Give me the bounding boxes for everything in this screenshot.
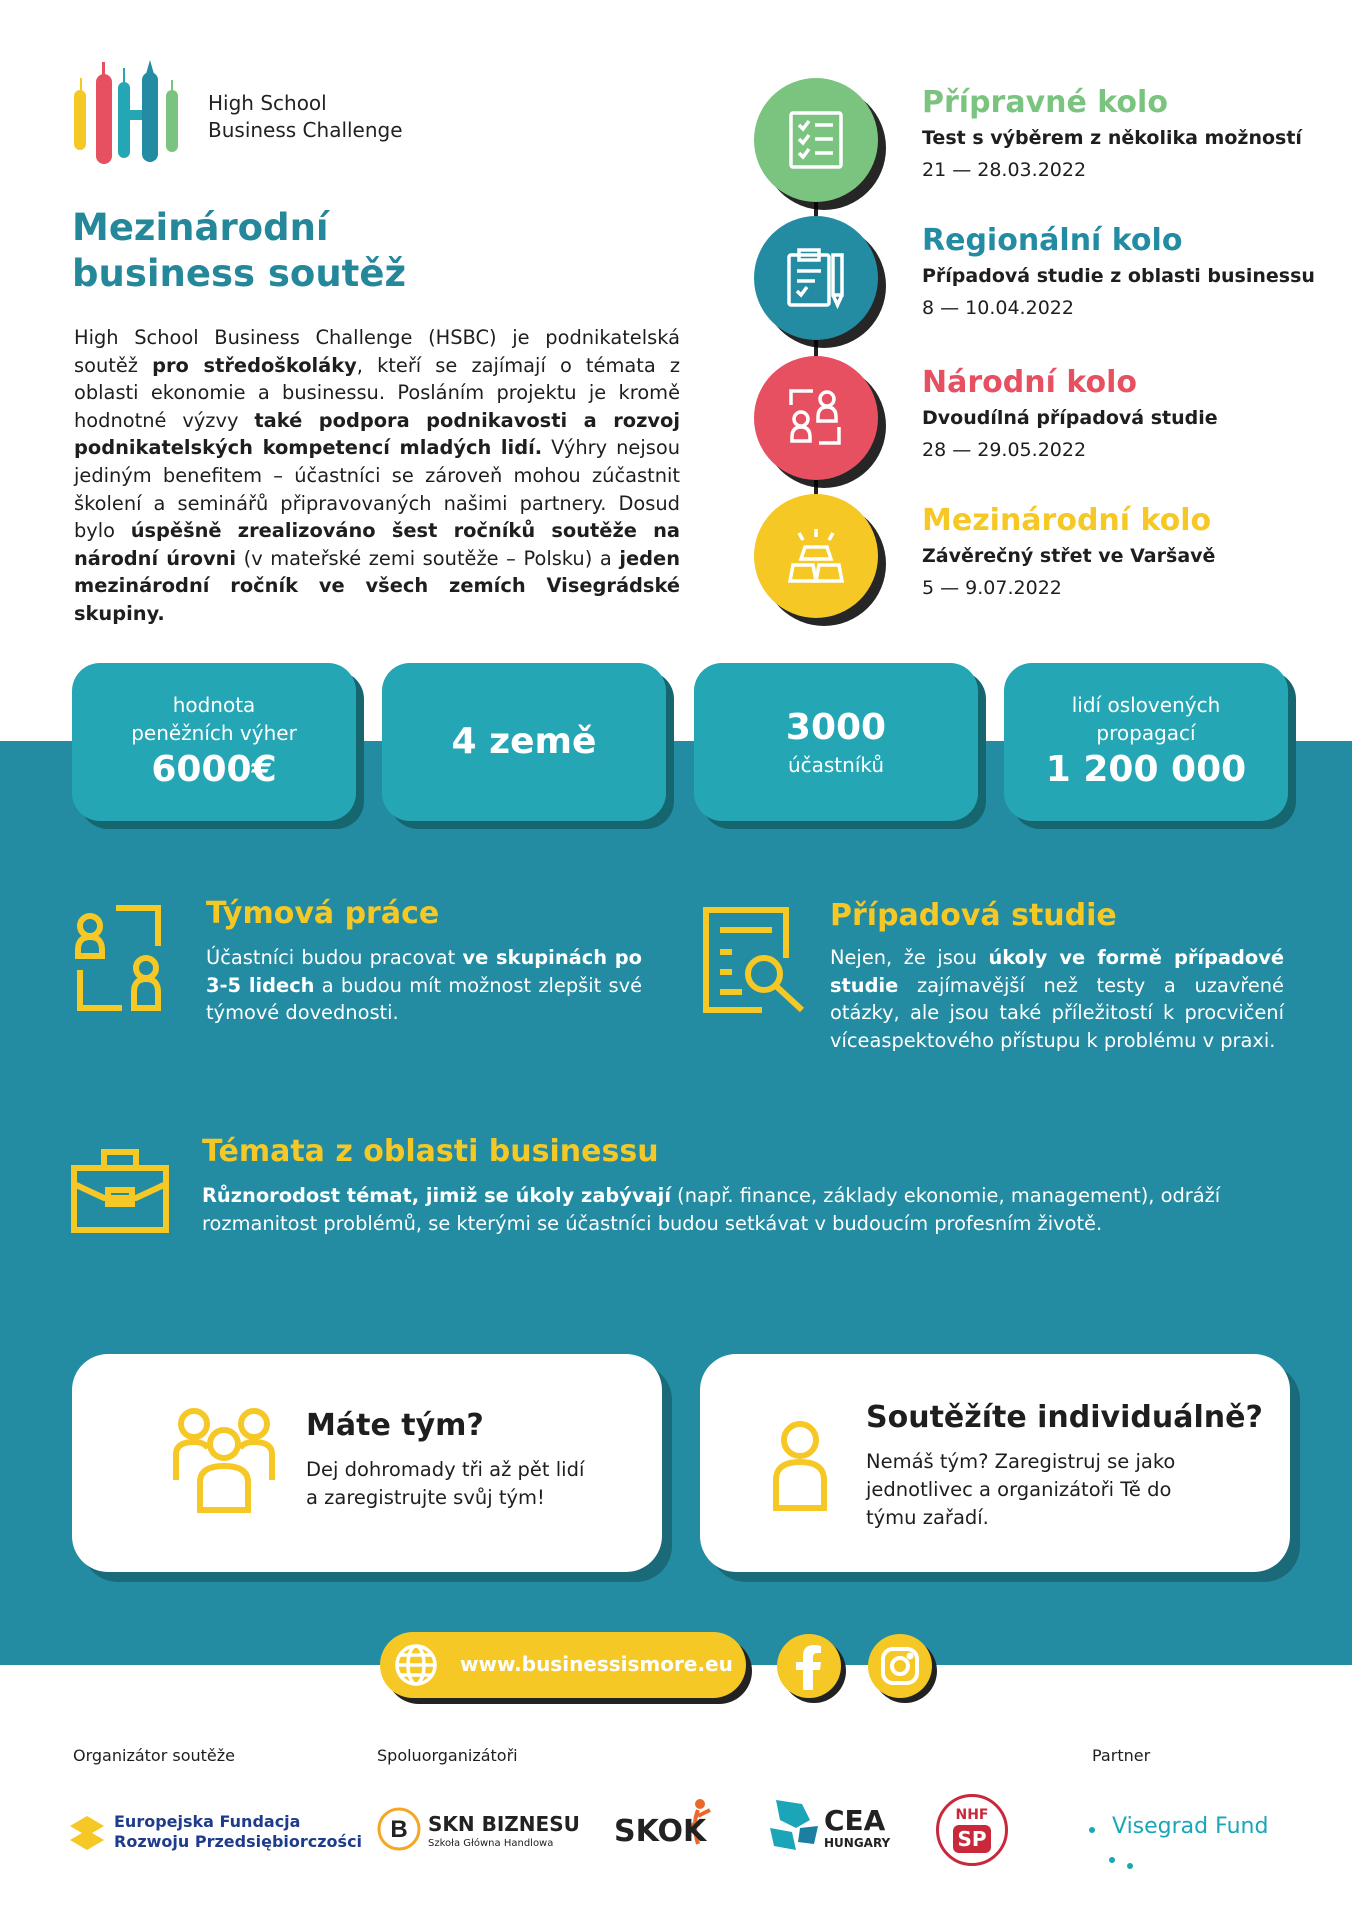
website-link[interactable] — [380, 1632, 746, 1698]
gold-bars-icon — [785, 527, 847, 585]
cea-logo-icon — [766, 1798, 822, 1854]
intro-bold-4: jeden mezinárodní ročník ve všech zemích Visegrádské skupiny. — [74, 546, 680, 625]
round-date-4: 5 — 9.07.2022 — [922, 577, 1062, 599]
stat-card-countries — [382, 663, 666, 821]
skn-biznesu-logo — [376, 1806, 580, 1856]
title-line-2: business soutěž — [72, 252, 406, 295]
cea-line-2: HUNGARY — [824, 1836, 891, 1850]
facebook-link[interactable] — [777, 1634, 841, 1698]
person-icon — [772, 1420, 828, 1512]
title-line-1: Mezinárodní — [72, 206, 329, 249]
stat-card-reach — [1004, 663, 1288, 821]
card-individual-text-3: týmu zařadí. — [866, 1506, 989, 1529]
intro-text-3: Výhry nejsou jediným benefitem – účastníci se zároveň mohou zúčastnit školení a seminářů připravovaných našimi partnery. Dosud bylo — [74, 436, 680, 543]
efrp-logo — [70, 1812, 363, 1862]
visegrad-text: Visegrad Fund — [1112, 1814, 1269, 1839]
stat-value: 4 země — [451, 721, 597, 762]
feature-team-bold: ve skupinách po 3-5 lidech — [206, 946, 643, 997]
case-study-icon — [702, 906, 810, 1014]
round-date-2: 8 — 10.04.2022 — [922, 297, 1074, 319]
cea-line-1: CEA — [824, 1804, 886, 1837]
nhf-sp-logo — [936, 1794, 1008, 1866]
efrp-logo-text — [114, 1812, 362, 1852]
feature-team-text-1: Účastníci budou pracovat — [206, 946, 463, 969]
round-subtitle-1: Test s výběrem z několika možností — [922, 127, 1302, 149]
timeline-circle-2 — [754, 216, 878, 340]
round-date-3: 28 — 29.05.2022 — [922, 439, 1087, 461]
group-icon — [172, 1406, 276, 1514]
card-individual-text-2: jednotlivec a organizátoři Tě do — [866, 1478, 1172, 1501]
nhf-text: NHF — [955, 1807, 989, 1823]
feature-topics-title: Témata z oblasti businessu — [202, 1134, 659, 1169]
intro-paragraph — [74, 324, 680, 628]
round-subtitle-4: Závěrečný střet ve Varšavě — [922, 545, 1216, 567]
intro-text-4: (v mateřské zemi soutěže – Polsku) a — [236, 546, 620, 570]
skok-text: SKOK — [614, 1814, 707, 1849]
globe-icon — [394, 1643, 438, 1687]
round-date-1: 21 — 28.03.2022 — [922, 159, 1087, 181]
clipboard-pencil-icon — [785, 247, 847, 309]
stat-value: 6000€ — [151, 749, 277, 790]
skn-biznesu-logo-icon — [376, 1806, 422, 1852]
instagram-icon — [880, 1646, 920, 1686]
logo-line-1: High School — [208, 91, 327, 115]
efrp-line-1: Europejska Fundacja — [114, 1812, 301, 1831]
card-team — [72, 1354, 662, 1572]
round-subtitle-3: Dvoudílná případová studie — [922, 407, 1218, 429]
website-text[interactable]: www.businessismore.eu — [460, 1652, 733, 1676]
feature-topics-text — [202, 1182, 1282, 1237]
stat-label: lidí oslovených — [1071, 693, 1221, 717]
card-individual-title: Soutěžíte individuálně? — [866, 1400, 1263, 1435]
skok-logo — [614, 1798, 714, 1854]
feature-team-title: Týmová práce — [206, 896, 440, 931]
round-title-1: Přípravné kolo — [922, 85, 1168, 120]
instagram-link[interactable] — [868, 1634, 932, 1698]
card-team-title: Máte tým? — [306, 1408, 484, 1443]
feature-case-text-2: zajímavější než testy a uzavřené otázky, ale jsou také příležitostí k procvičení víceaspektového přístupu k problému v praxi. — [830, 973, 1284, 1052]
timeline-circle-3 — [754, 356, 878, 480]
timeline-circle-4 — [754, 494, 878, 618]
partner-label: Partner — [1092, 1746, 1151, 1765]
efrp-line-2: Rozwoju Przedsiębiorczości — [114, 1832, 363, 1851]
nhf-sp-text: SP — [953, 1825, 991, 1853]
coorganizers-label: Spoluorganizátoři — [377, 1746, 518, 1765]
timeline-circle-1 — [754, 78, 878, 202]
feature-team-text-2: a budou mít možnost zlepšit své týmové dovednosti. — [206, 973, 643, 1025]
feature-case-bold: úkoly ve formě případové studie — [830, 946, 1284, 997]
briefcase-icon — [70, 1148, 170, 1234]
stat-card-participants — [694, 663, 978, 821]
page-title — [72, 205, 406, 297]
intro-text-1: High School Business Challenge (HSBC) je podnikatelská soutěž — [74, 326, 680, 377]
card-team-text-2: a zaregistrujte svůj tým! — [306, 1486, 545, 1509]
logo-text — [208, 90, 403, 144]
stat-value: 3000 — [785, 707, 887, 748]
feature-topics-bold: Různorodost témat, jimiž se úkoly zabývají — [202, 1184, 671, 1207]
intro-bold-3: úspěšně zrealizováno šest ročníků soutěže na národní úrovni — [74, 519, 680, 570]
stat-card-prizes — [72, 663, 356, 821]
round-subtitle-2: Případová studie z oblasti businessu — [922, 265, 1315, 287]
organizer-label: Organizátor soutěže — [73, 1746, 235, 1765]
team-work-icon — [72, 904, 164, 1012]
team-icon — [787, 387, 845, 449]
card-individual-text-1: Nemáš tým? Zaregistruj se jako — [866, 1450, 1176, 1473]
skn-line-1: SKN BIZNESU — [428, 1812, 580, 1836]
stat-value: 1 200 000 — [1045, 749, 1247, 790]
feature-topics-text-1: (např. finance, základy ekonomie, management), odráží rozmanitost problémů, se kterými se účastníci budou setkávat v budoucím profesním životě. — [202, 1184, 1221, 1235]
round-title-2: Regionální kolo — [922, 223, 1183, 258]
feature-case-text-1: Nejen, že jsou — [830, 946, 989, 969]
stat-label: hodnota — [172, 693, 256, 717]
feature-case-title: Případová studie — [830, 898, 1117, 933]
facebook-icon — [789, 1642, 829, 1690]
stat-label: propagací — [1096, 721, 1196, 745]
intro-bold-2: také podpora podnikavosti a rozvoj podnikatelských kompetencí mladých lidí. — [74, 408, 680, 460]
card-individual — [700, 1354, 1290, 1572]
logo-line-2: Business Challenge — [208, 118, 403, 142]
hsbc-logo-icon — [72, 60, 184, 166]
efrp-logo-icon — [70, 1814, 104, 1854]
feature-team-text — [206, 944, 642, 1027]
skn-line-2: Szkoła Główna Handlowa — [428, 1838, 554, 1849]
round-title-3: Národní kolo — [922, 365, 1137, 400]
cea-hungary-logo — [766, 1798, 906, 1858]
intro-text-2: , kteří se zajímají o témata z oblasti ekonomie a businessu. Posláním projektu je kromě hodnotné výzvy — [74, 353, 681, 432]
svg-text:B: B — [390, 1816, 408, 1843]
card-team-text-1: Dej dohromady tři až pět lidí — [306, 1458, 585, 1481]
stat-label: peněžních výher — [131, 721, 297, 745]
round-title-4: Mezinárodní kolo — [922, 503, 1212, 538]
stat-label: účastníků — [787, 753, 885, 777]
checklist-icon — [787, 109, 845, 171]
intro-bold-1: pro středoškoláky — [152, 353, 357, 377]
feature-case-text — [830, 944, 1284, 1054]
visegrad-fund-logo — [1086, 1790, 1276, 1870]
